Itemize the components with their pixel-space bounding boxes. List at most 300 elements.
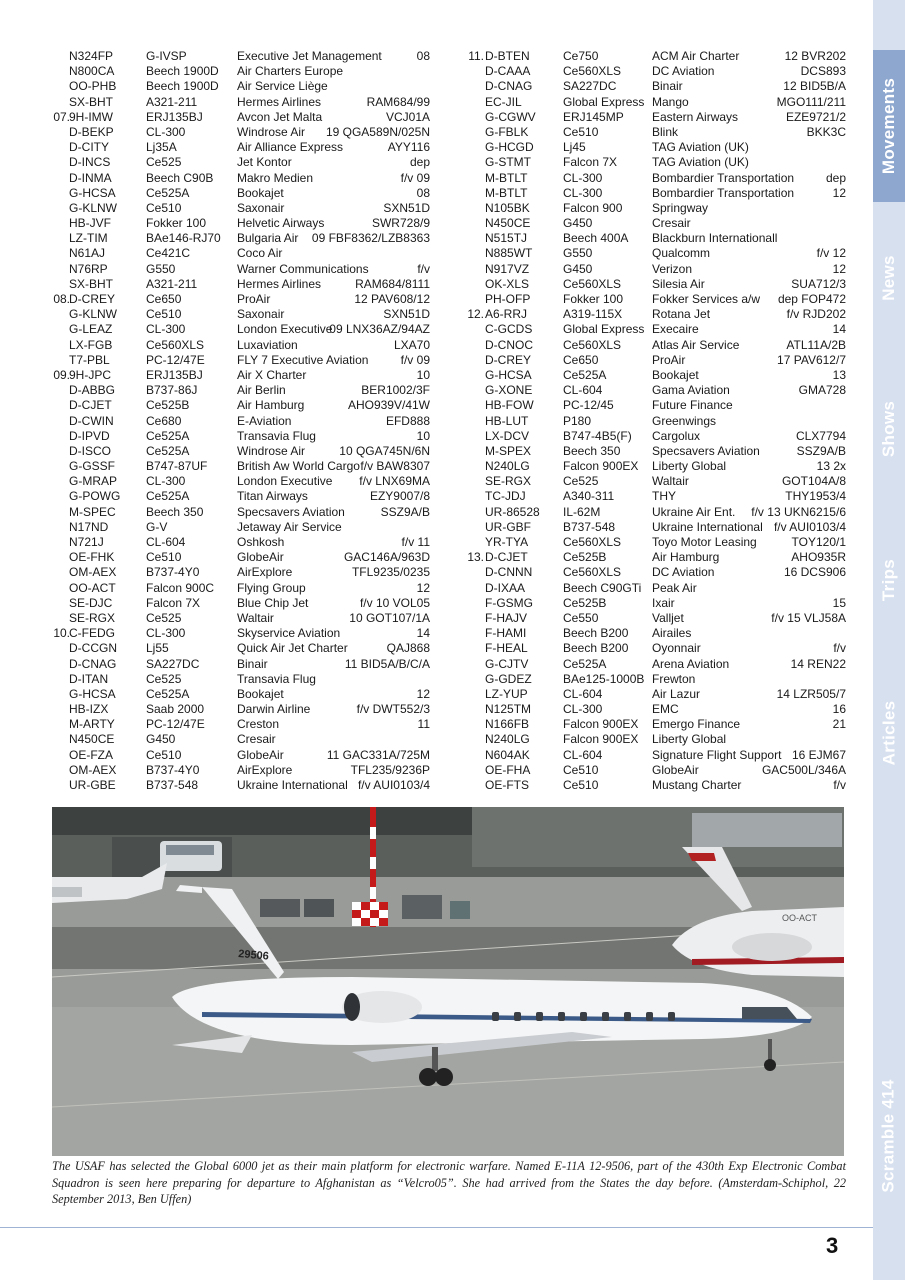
movement-notes: SXN51D — [383, 200, 430, 215]
movement-registration: G-XONE — [485, 383, 533, 398]
photo-serial-29506: 29506 — [237, 948, 270, 963]
movement-registration: G-FBLK — [485, 124, 529, 139]
movement-aircraft-type: Falcon 900C — [146, 580, 215, 595]
movement-notes: AHO935R — [791, 550, 846, 565]
movement-operator: AirExplore — [237, 762, 293, 777]
movement-registration: OO-ACT — [69, 580, 116, 595]
movement-row — [50, 216, 430, 231]
tab-movements-label: Movements — [879, 77, 899, 175]
movement-registration: D-BEKP — [69, 124, 114, 139]
movement-notes: EZE9721/2 — [785, 109, 846, 124]
movement-aircraft-type: Ce525A — [146, 443, 190, 458]
movement-aircraft-type: Ce560XLS — [563, 337, 622, 352]
movement-row — [50, 657, 430, 672]
movement-notes: GAC146A/963D — [343, 550, 430, 565]
movement-aircraft-type: P180 — [563, 413, 592, 428]
movement-registration: YR-TYA — [485, 535, 529, 549]
aircraft-photo — [52, 807, 844, 1156]
movement-aircraft-type: Global Express — [563, 94, 645, 109]
photo-caption: The USAF has selected the Global 6000 jet as their main platform for electronic warfare. Named E-11A 12-9506, part of the 430th Exp Electronic Combat Squadron is seen here preparing for departure to Afghanistan as “Velcro05”. She had arrived from the States the day before. (Amsterdam-Schiphol, 22 September 2013, Ben Uffen) — [52, 1159, 846, 1206]
movement-aircraft-type: Beech 400A — [563, 231, 629, 246]
movement-notes: VCJ01A — [385, 109, 430, 124]
movement-aircraft-type: A321-211 — [146, 276, 198, 291]
movement-aircraft-type: IL-62M — [563, 504, 601, 519]
movement-registration: D-CNOC — [485, 337, 533, 352]
movement-aircraft-type: CL-604 — [563, 747, 603, 762]
movement-operator: Creston — [237, 717, 280, 732]
movement-operator: THY — [652, 489, 676, 504]
movement-notes: f/v BAW8307 — [360, 459, 430, 474]
movement-aircraft-type: SA227DC — [563, 79, 617, 94]
movement-notes: f/v — [833, 641, 846, 656]
movement-aircraft-type: Beech 1900D — [146, 64, 219, 79]
movement-aircraft-type: Ce510 — [146, 747, 182, 762]
movement-registration: D-CREY — [69, 292, 116, 306]
movement-notes: TOY120/1 — [791, 535, 846, 549]
tab-news[interactable] — [873, 232, 905, 324]
movement-operator: Valljet — [652, 610, 684, 625]
tab-news-label: News — [879, 255, 899, 301]
movement-operator: ACM Air Charter — [652, 49, 740, 63]
movement-registration: N125TM — [485, 702, 532, 717]
movement-row — [466, 657, 846, 672]
movement-registration: D-CREY — [485, 352, 532, 367]
movement-aircraft-type: CL-300 — [146, 626, 186, 641]
movement-operator: TAG Aviation (UK) — [652, 140, 749, 155]
tab-trips[interactable] — [873, 540, 905, 620]
movement-operator: FLY 7 Executive Aviation — [237, 352, 369, 367]
tab-scramble-414-label: Scramble 414 — [879, 1079, 899, 1193]
movement-operator: Frewton — [652, 671, 696, 686]
movement-row — [466, 292, 846, 307]
movement-row — [466, 626, 846, 641]
movement-notes: 10 QGA745N/6N — [339, 443, 430, 458]
movement-row — [466, 246, 846, 261]
movement-aircraft-type: G450 — [563, 216, 593, 231]
movement-date: 08. — [53, 292, 70, 306]
movement-row — [50, 140, 430, 155]
movement-aircraft-type: PC-12/47E — [146, 352, 205, 367]
movement-registration: C-FEDG — [69, 626, 115, 641]
movement-row — [50, 732, 430, 747]
movement-registration: D-ISCO — [69, 443, 111, 458]
movement-aircraft-type: G-V — [146, 519, 168, 534]
movement-registration: D-CNAG — [485, 79, 533, 94]
movement-row — [50, 171, 430, 186]
movement-row — [50, 155, 430, 170]
movement-aircraft-type: Ce510 — [146, 550, 182, 565]
movement-aircraft-type: SA227DC — [146, 656, 200, 671]
movement-notes: GMA728 — [798, 383, 846, 398]
movement-row — [50, 368, 430, 383]
movement-aircraft-type: Ce560XLS — [563, 276, 622, 291]
movement-registration: OM-AEX — [69, 762, 117, 777]
movement-registration: OK-XLS — [485, 276, 530, 291]
movement-row — [50, 429, 430, 444]
movement-row — [50, 231, 430, 246]
movement-aircraft-type: CL-300 — [563, 170, 603, 185]
movement-aircraft-type: Beech C90B — [146, 170, 214, 185]
movement-operator: Helvetic Airways — [237, 216, 325, 231]
movement-registration: OE-FHK — [69, 550, 115, 565]
movement-registration: D-IXAA — [485, 580, 526, 595]
movement-registration: G-KLNW — [69, 307, 117, 322]
movement-date: 12. — [467, 307, 484, 322]
movement-aircraft-type: Ce510 — [563, 124, 599, 139]
movement-aircraft-type: Ce421C — [146, 246, 191, 261]
movement-aircraft-type: Ce510 — [563, 778, 599, 792]
movement-notes: f/v — [833, 778, 846, 792]
movement-operator: Specsavers Aviation — [237, 504, 345, 519]
movement-registration: N604AK — [485, 747, 530, 762]
movement-notes: SXN51D — [383, 307, 430, 322]
movement-aircraft-type: Ce560XLS — [563, 64, 622, 79]
movement-notes: RAM684/99 — [366, 94, 430, 109]
movement-operator: Fokker Services a/w — [652, 292, 761, 306]
movements-list-left — [50, 49, 430, 793]
tab-scramble-414[interactable] — [873, 1060, 905, 1212]
movement-notes: SSZ9A/B — [380, 504, 430, 519]
movement-row — [466, 687, 846, 702]
movement-notes: 21 — [832, 717, 846, 732]
movement-row — [466, 732, 846, 747]
movement-operator: Saxonair — [237, 307, 285, 322]
movement-row — [466, 125, 846, 140]
movement-notes: 14 — [832, 322, 846, 337]
movement-row — [466, 520, 846, 535]
movement-notes: CLX7794 — [795, 428, 846, 443]
movement-aircraft-type: G550 — [146, 261, 176, 276]
movement-registration: LZ-TIM — [69, 231, 108, 246]
movement-registration: G-CGWV — [485, 109, 536, 124]
movement-row — [466, 550, 846, 565]
movement-operator: Air X Charter — [237, 367, 307, 382]
movement-row — [466, 322, 846, 337]
movement-operator: Bookajet — [652, 367, 699, 382]
movement-registration: OE-FHA — [485, 762, 531, 777]
movement-registration: N324FP — [69, 49, 114, 63]
movement-aircraft-type: CL-300 — [563, 185, 603, 200]
movement-row — [50, 398, 430, 413]
movement-operator: Blackburn Internationall — [652, 231, 778, 246]
movement-notes: BER1002/3F — [361, 383, 430, 398]
movement-row — [466, 64, 846, 79]
movement-row — [50, 611, 430, 626]
movement-notes: SWR728/9 — [371, 216, 430, 231]
movement-notes: 12 BID5B/A — [783, 79, 846, 94]
movements-list-right — [466, 49, 846, 793]
movement-operator: Cargolux — [652, 428, 701, 443]
movement-registration: N721J — [69, 535, 104, 549]
footer-rule — [0, 1227, 873, 1228]
movement-aircraft-type: Lj55 — [146, 641, 169, 656]
movement-notes: 14 REN22 — [790, 656, 846, 671]
movement-row — [466, 216, 846, 231]
tab-shows[interactable] — [873, 384, 905, 474]
section-sidebar — [873, 0, 905, 1280]
movement-operator: GlobeAir — [652, 762, 699, 777]
movement-notes: 14 LZR505/7 — [776, 686, 846, 701]
movement-operator: DC Aviation — [652, 64, 715, 79]
movement-operator: Coco Air — [237, 246, 283, 261]
movement-operator: Verizon — [652, 261, 693, 276]
movement-row — [466, 368, 846, 383]
movement-registration: G-POWG — [69, 489, 121, 504]
movement-row — [466, 581, 846, 596]
movement-registration: G-HCGD — [485, 140, 534, 155]
movement-row — [50, 110, 430, 125]
tab-articles-label: Articles — [879, 700, 899, 766]
movement-operator: Ukraine International — [652, 519, 763, 534]
movement-registration: N515TJ — [485, 231, 528, 246]
movement-notes: f/v 10 VOL05 — [359, 595, 430, 610]
movement-row — [50, 596, 430, 611]
movement-aircraft-type: Ce525A — [146, 428, 190, 443]
movement-aircraft-type: G-IVSP — [146, 49, 187, 63]
movement-operator: Luxaviation — [237, 337, 298, 352]
movement-aircraft-type: Ce525 — [146, 610, 182, 625]
movement-registration: N800CA — [69, 64, 115, 79]
movement-aircraft-type: CL-300 — [563, 702, 603, 717]
movement-aircraft-type: CL-604 — [146, 535, 186, 549]
movement-notes: 12 — [416, 686, 430, 701]
movement-operator: Air Berlin — [237, 383, 286, 398]
movement-registration: OO-PHB — [69, 79, 117, 94]
movement-registration: TC-JDJ — [485, 489, 526, 504]
movement-registration: LX-DCV — [485, 428, 530, 443]
movement-operator: Air Hamburg — [237, 398, 305, 413]
movement-row — [50, 49, 430, 64]
movement-aircraft-type: Lj35A — [146, 140, 177, 155]
movement-registration: D-INMA — [69, 170, 112, 185]
movement-row — [50, 535, 430, 550]
movement-aircraft-type: Ce650 — [563, 352, 599, 367]
movement-operator: Skyservice Aviation — [237, 626, 341, 641]
movement-row — [50, 550, 430, 565]
movement-operator: Air Alliance Express — [237, 140, 344, 155]
movement-aircraft-type: Ce525 — [146, 155, 182, 170]
movement-operator: Springway — [652, 200, 709, 215]
movement-notes: AYY116 — [387, 140, 430, 155]
movement-registration: D-CITY — [69, 140, 109, 155]
movement-aircraft-type: Ce525A — [146, 185, 190, 200]
movement-notes: MGO111/211 — [776, 94, 846, 109]
movement-row — [50, 201, 430, 216]
tab-trips-label: Trips — [879, 558, 898, 602]
movement-operator: Windrose Air — [237, 124, 306, 139]
movement-operator: Ukraine Air Ent. — [652, 504, 736, 519]
movement-date: 13. — [467, 550, 484, 565]
movement-operator: AirExplore — [237, 565, 293, 580]
movement-row — [50, 565, 430, 580]
movement-notes: EZY9007/8 — [369, 489, 430, 504]
movement-registration: M-BTLT — [485, 170, 528, 185]
movement-aircraft-type: G450 — [563, 261, 593, 276]
movement-row — [466, 778, 846, 793]
movement-notes: 10 GOT107/1A — [349, 610, 430, 625]
movement-registration: UR-86528 — [485, 504, 540, 519]
tab-articles[interactable] — [873, 680, 905, 786]
movement-aircraft-type: B737-548 — [563, 519, 616, 534]
movement-aircraft-type: CL-604 — [563, 686, 603, 701]
movement-date: 07. — [53, 109, 70, 124]
movement-aircraft-type: Ce560XLS — [146, 337, 205, 352]
movement-operator: Qualcomm — [652, 246, 711, 261]
movement-registration: G-LEAZ — [69, 322, 113, 337]
movement-aircraft-type: Ce560XLS — [563, 565, 622, 580]
movement-row — [50, 763, 430, 778]
movement-registration: N917VZ — [485, 261, 530, 276]
movement-registration: G-GSSF — [69, 459, 116, 474]
movement-date: 09. — [53, 367, 70, 382]
movement-row — [466, 171, 846, 186]
movement-row — [466, 474, 846, 489]
movement-row — [50, 672, 430, 687]
movement-aircraft-type: Falcon 7X — [563, 155, 618, 170]
movement-row — [466, 596, 846, 611]
movement-row — [50, 95, 430, 110]
movement-aircraft-type: Ce525A — [146, 686, 190, 701]
movement-row — [50, 505, 430, 520]
movement-row — [50, 474, 430, 489]
movement-aircraft-type: G450 — [146, 732, 176, 747]
movement-notes: 13 2x — [816, 459, 846, 474]
movement-operator: GlobeAir — [237, 747, 284, 762]
movement-row — [50, 125, 430, 140]
movement-operator: Warner Communications — [237, 261, 369, 276]
movement-row — [466, 262, 846, 277]
movement-aircraft-type: B737-4Y0 — [146, 565, 200, 580]
movement-registration: SX-BHT — [69, 94, 114, 109]
movement-row — [466, 565, 846, 580]
tab-shows-label: Shows — [879, 400, 899, 458]
movement-aircraft-type: Falcon 900EX — [563, 459, 639, 474]
movement-notes: f/v LNX69MA — [359, 474, 430, 489]
movement-row — [466, 95, 846, 110]
movement-registration: OM-AEX — [69, 565, 117, 580]
movement-notes: BKK3C — [806, 124, 846, 139]
movement-operator: Liberty Global — [652, 732, 727, 747]
movement-row — [466, 277, 846, 292]
movement-aircraft-type: A340-311 — [563, 489, 615, 504]
movement-row — [466, 489, 846, 504]
movement-operator: Future Finance — [652, 398, 733, 413]
movement-operator: Signature Flight Support — [652, 747, 782, 762]
movement-notes: dep — [409, 155, 430, 170]
movement-registration: M-SPEX — [485, 443, 532, 458]
movement-registration: F-HEAL — [485, 641, 528, 656]
movement-aircraft-type: Lj45 — [563, 140, 586, 155]
movement-row — [466, 353, 846, 368]
movement-row — [50, 322, 430, 337]
movement-registration: A6-RRJ — [485, 307, 528, 322]
movement-notes: 10 — [416, 367, 430, 382]
movement-row — [50, 459, 430, 474]
movement-row — [466, 49, 846, 64]
movement-notes: f/v 13 UKN6215/6 — [751, 504, 846, 519]
movement-row — [466, 201, 846, 216]
movement-notes: 12 BVR202 — [784, 49, 846, 63]
movement-notes: f/v AUI0103/4 — [773, 519, 846, 534]
movement-notes: 09 LNX36AZ/94AZ — [329, 322, 430, 337]
movement-registration: D-CWIN — [69, 413, 114, 428]
movement-operator: Blue Chip Jet — [237, 595, 309, 610]
movement-row — [50, 353, 430, 368]
movement-row — [50, 246, 430, 261]
movement-notes: dep — [825, 170, 846, 185]
movement-registration: N240LG — [485, 459, 530, 474]
movement-aircraft-type: CL-604 — [563, 383, 603, 398]
movement-operator: DC Aviation — [652, 565, 715, 580]
movement-date: 10. — [53, 626, 70, 641]
movement-registration: M-BTLT — [485, 185, 528, 200]
movement-registration: G-MRAP — [69, 474, 117, 489]
movement-row — [466, 641, 846, 656]
movement-notes: f/v — [417, 261, 430, 276]
movement-registration: OE-FTS — [485, 778, 529, 792]
movement-row — [466, 535, 846, 550]
movement-registration: 9H-JPC — [69, 367, 112, 382]
movement-notes: 16 EJM67 — [791, 747, 846, 762]
movement-operator: Gama Aviation — [652, 383, 730, 398]
movement-notes: DCS893 — [800, 64, 846, 79]
movement-row — [466, 459, 846, 474]
movement-registration: T7-PBL — [69, 352, 110, 367]
movement-date: 11. — [468, 49, 484, 63]
movement-aircraft-type: B737-86J — [146, 383, 198, 398]
movement-aircraft-type: Ce510 — [563, 762, 599, 777]
movement-operator: Waltair — [652, 474, 689, 489]
movement-registration: G-KLNW — [69, 200, 117, 215]
movement-row — [50, 489, 430, 504]
movement-aircraft-type: Falcon 7X — [146, 595, 201, 610]
tab-movements[interactable] — [873, 50, 905, 202]
movement-aircraft-type: Beech 350 — [146, 504, 204, 519]
movement-aircraft-type: Beech B200 — [563, 626, 629, 641]
movement-registration: G-HCSA — [69, 185, 116, 200]
movement-aircraft-type: Ce650 — [146, 292, 182, 306]
movement-operator: Oshkosh — [237, 535, 285, 549]
movement-row — [466, 398, 846, 413]
movement-row — [50, 687, 430, 702]
movement-registration: D-ITAN — [69, 671, 109, 686]
movement-registration: HB-LUT — [485, 413, 529, 428]
movement-row — [50, 641, 430, 656]
movement-notes: 12 — [416, 580, 430, 595]
movement-row — [466, 110, 846, 125]
movement-operator: Darwin Airline — [237, 702, 311, 717]
movement-registration: G-HCSA — [485, 367, 532, 382]
movement-notes: ATL11A/2B — [786, 337, 846, 352]
movement-row — [466, 79, 846, 94]
movement-row — [466, 414, 846, 429]
movement-operator: Bookajet — [237, 686, 284, 701]
movement-operator: Transavia Flug — [237, 428, 316, 443]
movement-operator: EMC — [652, 702, 679, 717]
movement-registration: UR-GBF — [485, 519, 531, 534]
movement-row — [50, 748, 430, 763]
movement-registration: SX-BHT — [69, 276, 114, 291]
movement-row — [50, 307, 430, 322]
movement-row — [50, 717, 430, 732]
movement-registration: M-SPEC — [69, 504, 116, 519]
movement-aircraft-type: Global Express — [563, 322, 645, 337]
movement-row — [466, 748, 846, 763]
movement-aircraft-type: CL-300 — [146, 322, 186, 337]
movement-row — [466, 505, 846, 520]
movement-notes: f/v 12 — [816, 246, 846, 261]
movement-aircraft-type: Ce680 — [146, 413, 182, 428]
